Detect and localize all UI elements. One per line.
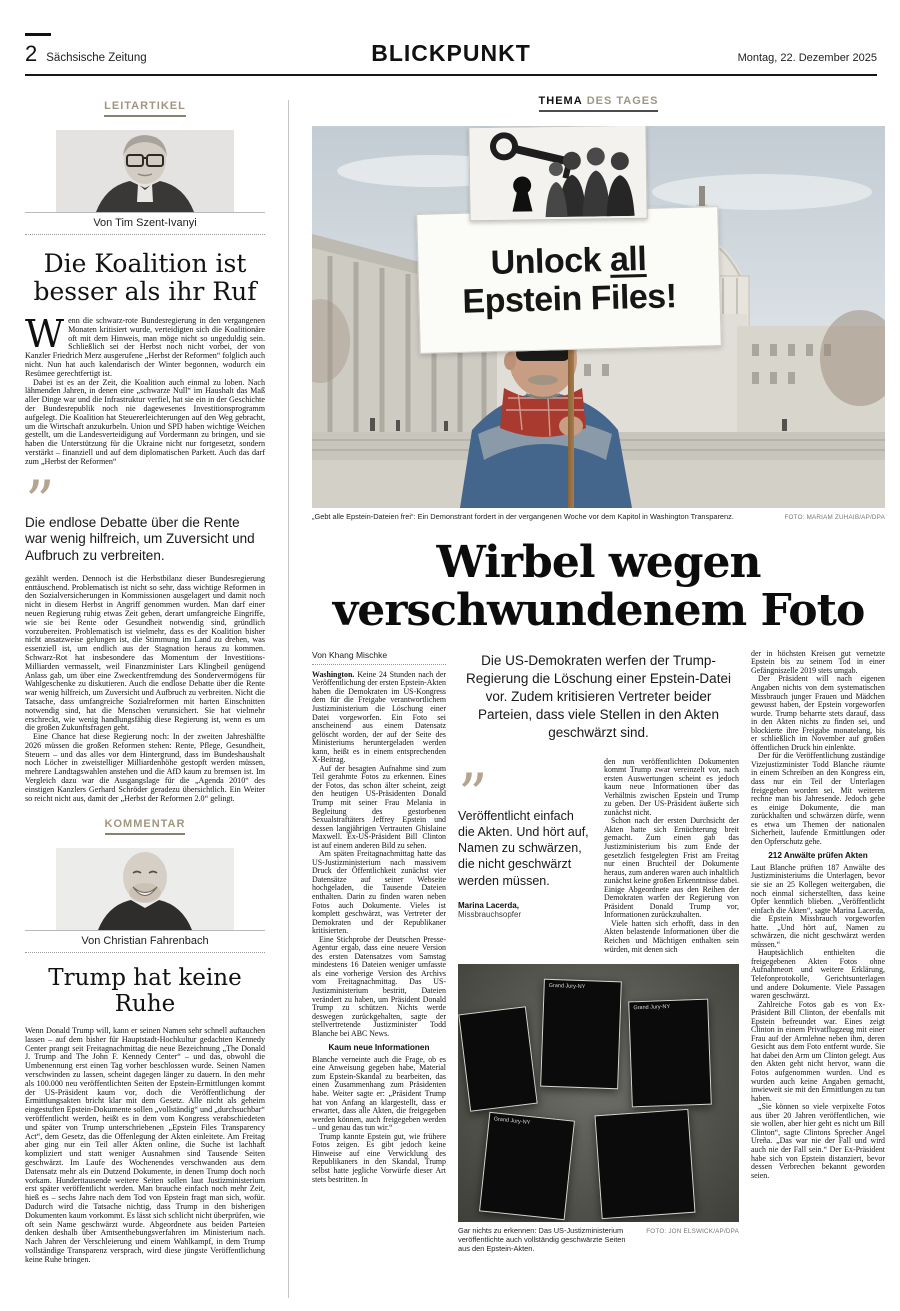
paragraph: Schon nach der ersten Durchsicht der Akten hatte sich Ernüchterung breit gemacht. Zum einen gab das Justizministerium bis zum Ende der gesetzlich festgelegten Frist am Freitag nur einen Bruchteil der Dokumente heraus, zum anderen waren auch inhaltlich zunächst keine großen Erkenntnisse dabei. Einige Abgeordnete aus den Reihen der Demokraten warfen der Regierung von Präsident Donald Trump vor, Informationen zurückzuhalten. [604,816,739,920]
kommentar-body [25,1027,265,1265]
paragraph-text: enn die schwarz-rote Bundesregierung in den vergangenen Monaten kritisiert wurde, verteidigten sich die Koalitionäre oft mit dem Hinweis, man möge nicht so ungeduldig sein. Schließlich sei der Herbst noch nicht vorbei, der von Kanzler Friedrich Merz ausgerufene „Herbst der Reformen“ folglich auch nicht. Nun hat auch kalendarisch der Winter begonnen, wodurch ein Resümee gerechtfertigt ist. [25,316,265,378]
header-left [25,41,305,67]
paragraph: den nun veröffentlichten Dokumenten kommt Trump zwar vereinzelt vor, nach ersten Auswertungen scheint es jedoch kaum neue Informationen über das Verhältnis zwischen Epstein und Trump zu geben. Der US-Präsident äußerte sich zunächst nicht. [604,756,739,817]
dateline: Washington. [312,669,355,679]
issue-date: Montag, 22. Dezember 2025 [737,52,877,64]
paragraph: Eine Chance hat diese Regierung noch: In der zweiten Jahreshälfte 2026 müssen die großen Reformen stehen: Rente, Pflege, Gesundheit, Steuern – und das alles vor dem Hintergrund, dass im Bundeshaushalt noch Löcher in zweistelliger Milliardenhöhe gestopft werden müssen, mehrere Landtagswahlen anstehen und die AfD kaum zu bremsen ist. Im Vergleich dazu war die Ausgangslage für die „Agenda 2010“ des einstigen Kanzlers Gerhard Schröder geradezu übersichtlich. Ein Weiter so reicht nicht aus, damit der „Herbst der Reformen 2.0“ gelingt. [25,732,265,803]
paragraph: „Sie können so viele verpixelte Fotos aus über 20 Jahren veröffentlichen, wie sie wollen, aber hier geht es nicht um Bill Clinton“, sagte Clintons Sprecher Angel Ureña. „Das war nie der Fall und wird auch nie der Fall sein.“ Der Ex-Präsident habe sich von Epstein distanziert, bevor dessen Verbrechen bekannt geworden seien. [751,1102,885,1180]
pull-quote-text: Veröffentlicht einfach die Akten. Und hört auf, Namen zu schwärzen, die nicht geschwärzt werden müssen. [458,808,589,888]
byline-tim: Von Tim Szent-Ivanyi [25,212,265,235]
paragraph: Der Präsident will nach eigenen Angaben nichts von dem systematischen Missbrauch junger Frauen und Mädchen gewusst haben, der Epstein vorgeworfen wurde. Trump beharrte stets darauf, dass in den Akten nichts zu finden sei, und blockierte ihre Freigabe monatelang, bis er schließlich im November auf großen öffentlichen Druck hin einlenkte. [751,674,885,752]
redacted-page [458,1006,537,1112]
thema-label: THEMA DES TAGES [312,95,885,112]
byline-christian: Von Christian Fahrenbach [25,930,265,953]
article-column-1 [312,650,446,1253]
paragraph: Dabei ist es an der Zeit, die Koalition auch einmal zu loben. Nach lähmenden Jahren, in denen eine „schwarze Null“ im Haushalt das Maß aller Dinge war und die Infrastruktur verfiel, hat sie ein in der Geschichte der Bundesrepublik noch nie dagewesenes Investitionsprogramm aufgelegt. Die Koalition hat Steuererleichterungen auf den Weg gebracht, um die Wirtschaft anzukurbeln. Union und SPD haben wichtige Weichen gestellt, um die Landesverteidigung auf Vordermann zu bringen, und sie haben die Unterstützung für die Ukraine nicht nur fortgesetzt, sondern verstärkt – finanziell und auf dem diplomatischen Parkett. Auch das darf zum „Herbst der Reformen“ [25,377,265,466]
victim-pull-quote [458,758,592,955]
redacted-pages-photo [458,964,739,1222]
paragraph: der in höchsten Kreisen gut vernetzte Epstein bis zu seinem Tod in einer Gefängniszelle 2019 stets umgab. [751,648,885,675]
quote-attribution-name: Marina Lacerda, [458,900,519,910]
paragraph: Auf der besagten Aufnahme sind zum Teil gerahmte Fotos zu erkennen. Eines der Fotos, das schon älter scheint, zeigt den heutigen US-Präsidenten Donald Trump mit seiner Frau Melania in Begleitung des gestorbenen Sexualstraftäters Jeffrey Epstein und dessen langjährigen Vertrauten Ghislaine Maxwell. Ex-US-Präsident Bill Clinton ist auf einem anderen Bild zu sehen. [312,763,446,850]
main-photo-caption: „Gebt alle Epstein-Dateien frei“: Ein Demonstrant fordert in der vergangenen Woche vor dem Kapitol in Washington Transparenz. [312,512,734,521]
page-label: Grand Jury-NY [493,1116,531,1127]
paragraph: Der für die Veröffentlichung zuständige Vizejustizminister Todd Blanche räumte in einem Schreiben an den Kongress ein, dass nur ein Teil der Unterlagen freigegeben worden sei. Mit weiteren rechne man bis Jahresende. Jedoch gebe es einige Dokumente, die man zurückhalten und schwärzen dürfe, wenn es etwa um Themen der nationalen Sicherheit, laufende Ermittlungen oder den Opferschutz gehe. [751,751,885,846]
thema-des-tages [312,95,885,1253]
article-byline: Von Khang Mischke [312,650,446,665]
article-column-4 [751,650,885,1253]
paragraph: Eine Stichprobe der Deutschen Presse-Agentur ergab, dass eine neuere Version des ersten Datensatzes vom Samstag mindestens 16 Dateien weniger umfasste als eine vorherige Version des Archivs vom Freitagnachmittag. Das US-Justizministerium bestritt, Dateien verändert zu haben, um Präsident Donald Trump zu schützen. Nichts werde deswegen zurückgehalten, sagte der stellvertretende Justizminister Todd Blanche bei ABC News. [312,934,446,1038]
main-photo-caption-row [312,512,885,521]
page-corner-rule [25,33,51,36]
redacted-page [540,979,622,1090]
docs-caption: Gar nichts zu erkennen: Das US-Justizministerium veröffentlichte auch vollständig geschwärzte Seiten aus den Epstein-Akten. [458,1226,626,1254]
kommentar-headline: Trump hat keine Ruhe [48,965,242,1018]
paragraph: Viele hatten sich erhofft, dass in den Akten belastende Informationen über die Reichen und Mächtigen enthalten sein würden, mit denen sich [604,918,739,954]
opinion-column [25,100,265,1264]
page-label: Grand Jury-NY [633,1004,671,1012]
sign-line-1: Unlock all [490,239,647,282]
quote-attribution-role: Missbrauchsopfer [458,909,522,919]
paragraph: Blanche verneinte auch die Frage, ob es eine Anweisung gegeben habe, Material zum Epstein-Skandal zu bearbeiten, das einen Zusammenhang zum Präsidenten habe. Weiter sagte er: „Präsident Trump hat von Anfang an klargestellt, dass er erwartet, dass alle Akten, die freigegeben werden können, auch freigegeben werden – und genau das tun wir.“ [312,1054,446,1133]
article-center-area [458,650,739,1253]
main-headline: Wirbel wegen verschwundenem Foto [332,537,865,637]
subhead-kaum-neue-informationen: Kaum neue Informationen [328,1043,430,1053]
drop-cap: W [25,312,65,356]
kommentar-label: KOMMENTAR [25,818,265,835]
sign-photo-collage [468,126,647,221]
docs-caption-row [458,1226,739,1253]
paragraph: Zahlreiche Fotos gab es von Ex-Präsident Bill Clinton, der ebenfalls mit Epstein befreundet war. Eines zeigt Clinton in einem Privatflugzeug mit einer Frau auf der Armlehne neben ihm, deren Gesicht aus dem Foto entfernt wurde. Sie hat dabei den Arm um Clinton gelegt. Aus den Akten geht nicht hervor, wann die Fotos aufgenommen wurden. Und es wurden auch keine Angaben gemacht, inwieweit sie mit den Ermittlungen zu tun haben. [751,999,885,1103]
sign-line-2: Epstein Files! [461,276,677,321]
redacted-page [628,999,712,1108]
author-photo-christian-fahrenbach [56,848,234,930]
protest-sign [416,206,722,354]
leitartikel-body-bottom [25,575,265,804]
standfirst: Die US-Demokraten werfen der Trump-Regierung die Löschung einer Epstein-Datei vor. Zudem kritisieren Vertreter beider Parteien, dass viele Stellen in den Akten geschwärzt sind. [466,652,731,740]
section-title: BLICKPUNKT [371,40,531,66]
pull-quote-text: Die endlose Debatte über die Rente war wenig hilfreich, um Zuversicht und Aufbruch zu verbreiten. [25,514,255,564]
paragraph: Hauptsächlich enthielten die freigegebenen Akten Fotos ohne Aufnahmeort und weitere Erklärung, Telefonprotokolle, Gerichtsunterlagen und andere Dokumente. Viele Passagen waren geschwärzt. [751,948,885,1001]
author-photo-tim-szent-ivanyi [56,130,234,212]
docs-credit: FOTO: JON ELSWICK/AP/DPA [646,1228,739,1236]
quote-mark-icon [458,772,592,808]
paragraph: Washington. Keine 24 Stunden nach der Veröffentlichung der ersten Epstein-Akten haben die Demokraten im US-Kongress dem für die Freigabe verantwortlichem Justizministerium die Löschung einer Datei vorgeworfen. Ein Foto sei anscheinend aus einem Datensatz gelöscht worden, der auf der Seite des Ministeriums heruntergeladen werden kann, heißt es in einem entsprechenden X-Beitrag. [312,669,446,765]
leitartikel-body-top [25,312,265,467]
quote-mark-icon [25,479,265,515]
paragraph: gezählt werden. Dennoch ist die Herbstbilanz dieser Bundesregierung enttäuschend. Problematisch ist nicht so sehr, dass wichtige Reformen in den Sozialversicherungen in Kommissionen ausgelagert und damit noch nicht in diesem Herbst in Angriff genommen wurden. Man darf einer neuen Regierung ruhig etwas Zeit geben, derart umfangreiche Eingriffe, wie sie bei Rente oder Gesundheit notwendig sind, gründlich vorzubereiten. Problematisch ist vielmehr, dass es der Koalition bisher nicht ansatzweise gelungen ist, die Stimmung im Land zu drehen, was essenziell ist, um endlich aus der Stagnation heraus zu kommen. Schwarz-Rot hat insbesondere das Momentum der Investitions-Milliarden vermasselt, weil Finanzminister Lars Klingbeil genügend Anlass gab, um über eine Zweckentfremdung des Sondervermögens für Wahlgeschenke zu diskutieren. Auch die endlose Debatte über die Rente war wenig hilfreich, um Zuversicht und Aufbruch zu verbreiten. Nicht die Tatsache, dass umfangreiche Sozialreformen mit harten Einschnitten notwendig sind, hat die Menschen verunsichert. Sie hat vielmehr erschreckt, wie wenig handlungsfähig diese Regierung ist, wenn es um die großen Zukunftsfragen geht. [25,573,265,733]
page-header [25,40,877,76]
protest-photo [312,126,885,508]
page-number: 2 [25,41,38,66]
subhead-212-anwaelte: 212 Anwälte prüfen Akten [768,851,868,861]
paragraph: Wenn Donald Trump will, kann er seinen Namen sehr schnell auftauchen lassen – auf dem bisher für Hauptstadt-Hochkultur gedachten Kennedy Center prangt seit Freitagnachmittag die neue Bezeichnung „The Donald J. Trump and The John F. Kennedy Center“ – und das, obwohl die Umbenennung erst einen Tag vorher beschlossen wurde. Seinen Namen verschwinden zu lassen, scheint dagegen länger zu dauern. In den mehr als 100.000 neu veröffentlichten Seiten der Epstein-Ermittlungen kommt der US-Präsident kaum vor, doch die Veröffentlichung der Ermittlungsakten bricht klar mit dem Gesetz. Alle nicht als geheim eingestuften Epstein-Dokumente sollen „vollständig“ und „durchsuchbar“ veröffentlicht werden, heißt es in dem vom Kongress verabschiedeten und später von Trump unterschriebenen „Epstein Files Transparency Act“, dem Gesetz, das die Offenlegung der Akten einleitete. Am Freitag aber ging nur ein Teil aller Akten online, die Suche ist lachhaft kompliziert und statt weniger Ausnahmen sind Tausende Seiten geschwärzt. Im Laufe des Wochenendes verschwanden aus dem Datensatz mehr als ein Dutzend Dokumente, in denen Trump doch noch vorkam. Hunderttausende weitere Seiten sollen laut Justizministerium erst später veröffentlicht werden. Man brauche einfach noch mehr Zeit, hieß es – sechs Jahre nach dem Tod von Epstein fragt man sich, wofür. Dadurch wird die Tatsache nichtig, dass Trump in den bisherigen Dokumenten kaum vorkommt. Es lässt sich schlicht nicht überprüfen, wie oft sein Name geschwärzt wurde. Abgeordnete aus beiden Parteien denken deshalb über Amtsenthebungsverfahren im Ministerium nach. Nach Jahren der Verschleierung und einem Wahlkampf, in dem Trump vollständige Transparenz versprach, wird diese jüngste Veröffentlichung keine Ruhe bringen. [25,1025,265,1264]
paragraph: Trump kannte Epstein gut, wie frühere Fotos zeigen. Es gibt jedoch keine Hinweise auf eine Verwicklung des Republikaners in den Skandal, Trump selbst hatte jegliche Vorwürfe dieser Art stets bestritten. In [312,1131,446,1184]
paragraph [25,312,265,379]
column-divider [288,100,289,1298]
newspaper-name: Sächsische Zeitung [46,52,147,64]
collage-illustration [469,126,644,218]
article-column-3 [604,758,739,955]
paragraph: Am späten Freitagnachmittag hatte das US-Justizministerium nach massivem Druck der Öffentlichkeit zunächst vier Datensätze auf seiner Webseite hochgeladen, die Tausende Dateien enthalten. Darin zu finden waren neben Fotos auch Dokumente. Vieles ist komplett geschwärzt, was Vertreter der Demokraten und der Republikaner kritisierten. [312,849,446,936]
redacted-page [479,1112,575,1220]
pull-quote [25,479,265,565]
main-photo-credit: FOTO: MARIAM ZUHAIB/AP/DPA [784,514,885,521]
redacted-page [594,1109,695,1219]
article-columns [312,650,885,1253]
paragraph: Laut Blanche prüften 187 Anwälte des Justizministeriums die Unterlagen, bevor sie sie an 25 Kollegen weitergaben, die noch einmal sicherstellten, dass keine Opfer kenntlich blieben. „Veröffentlicht einfach die Akten“, sagte Marina Lacerda, die Epstein Missbrauch vorgeworfen hatte. „Und hört auf, Namen zu schwärzen, die nicht geschwärzt werden müssen.“ [751,862,885,949]
leitartikel-label: LEITARTIKEL [25,100,265,117]
leitartikel-headline: Die Koalition ist besser als ihr Ruf [33,249,257,306]
page-label: Grand Jury-NY [548,982,586,991]
